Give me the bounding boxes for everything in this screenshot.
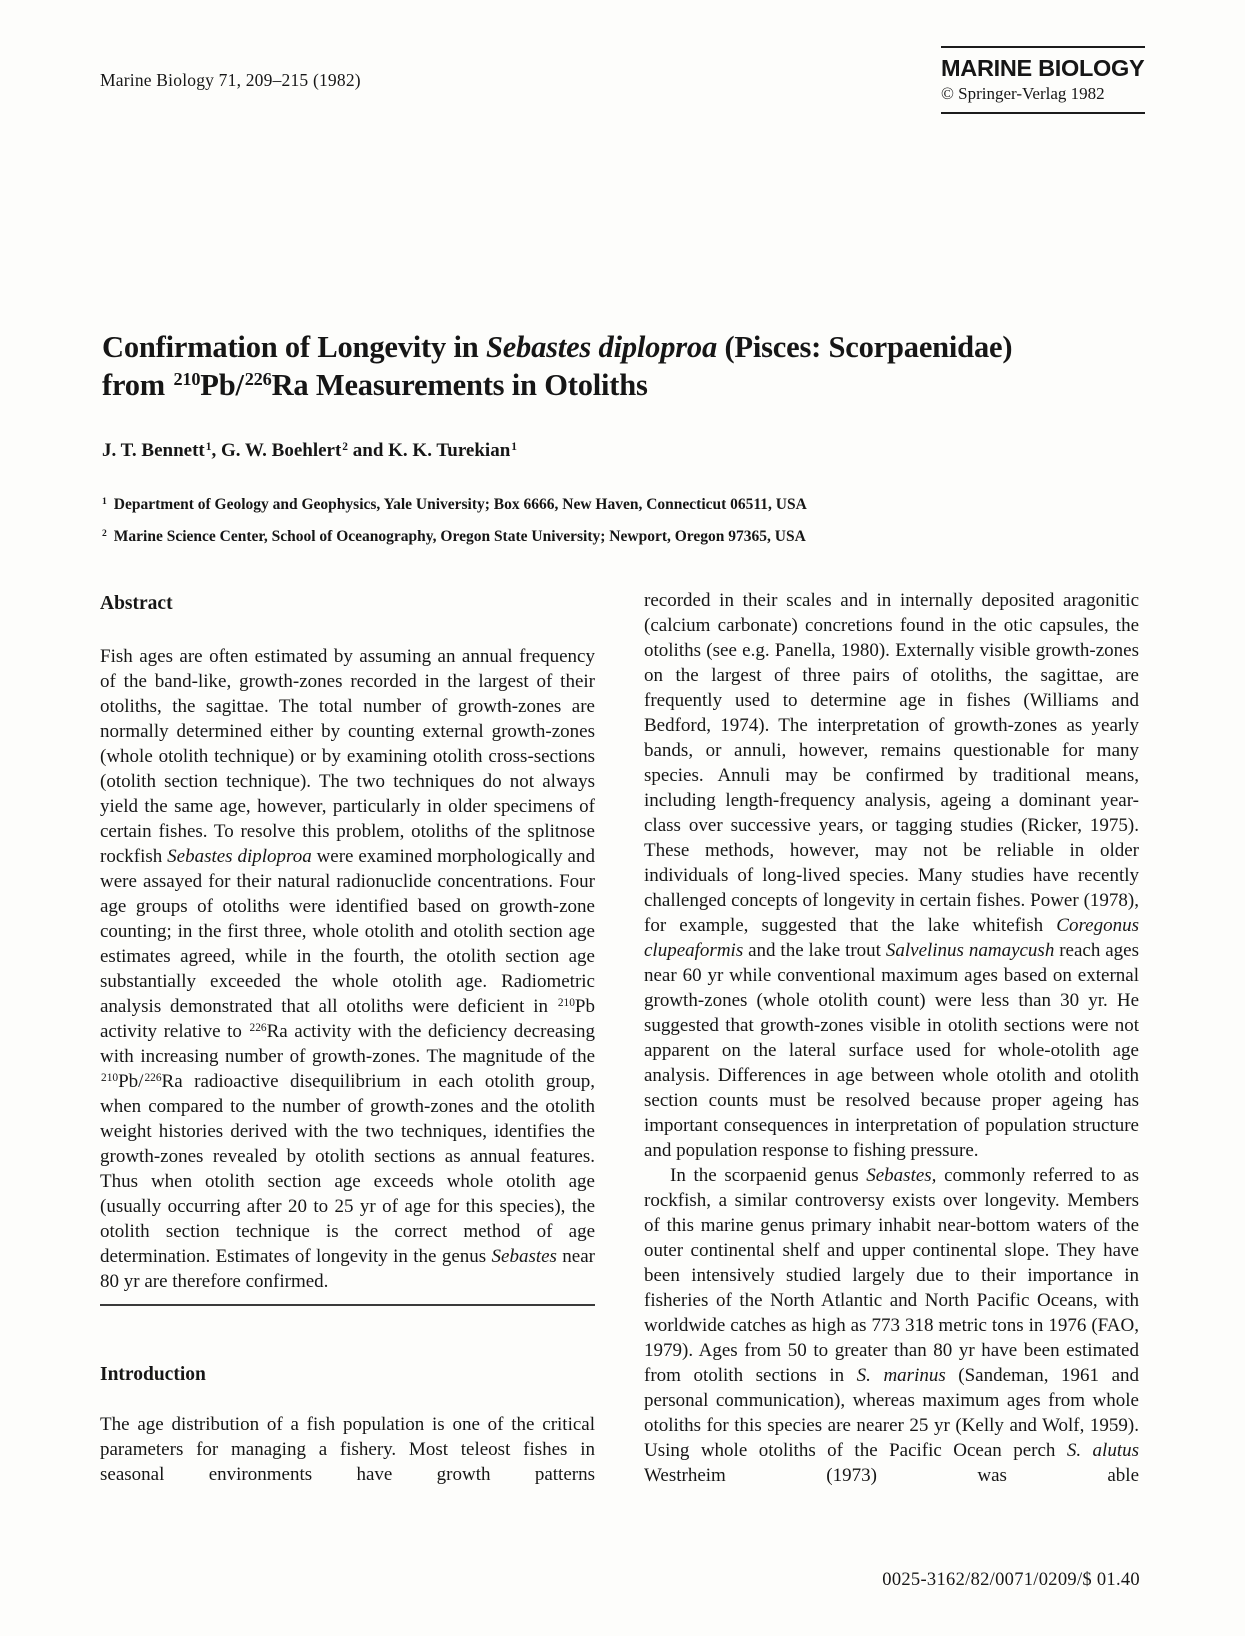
journal-logo	[941, 46, 1145, 114]
article-fee-code: 0025-3162/82/0071/0209/$ 01.40	[882, 1570, 1140, 1590]
authors-line: J. T. Bennett$^1$, G. W. Boehlert$^2$ and K. K. Turekian$^1$	[102, 440, 517, 461]
affiliation-2-text: Marine Science Center, School of Oceanography, Oregon State University; Newport, Oregon 97365, USA	[113, 528, 806, 545]
introduction-text: The age distribution of a fish population is one of the critical parameters for managing a fishery. Most teleost fishes in seasonal environments have growth patterns	[100, 1414, 595, 1485]
section-divider	[100, 1304, 595, 1306]
right-column	[644, 588, 1139, 1488]
right-column-paragraph-2: In the scorpaenid genus Sebastes, commonly referred to as rockfish, a similar controversy exists over longevity. Members of this marine genus primary inhabit near-bottom waters of the outer continental shelf and upper continental slope. They have been intensively studied largely due to their importance in fisheries of the North Atlantic and North Pacific Oceans, with worldwide catches as high as 773 318 metric tons in 1976 (FAO, 1979). Ages from 50 to greater than 80 yr have been estimated from otolith sections in S. marinus (Sandeman, 1961 and personal communication), whereas maximum ages from whole otoliths for this species are nearer 25 yr (Kelly and Wolf, 1959). Using whole otoliths of the Pacific Ocean perch S. alutus Westrheim (1973) was able	[644, 1165, 1140, 1486]
publisher-copyright: © Springer-Verlag 1982	[941, 84, 1105, 103]
logo-rule-bottom	[941, 112, 1145, 114]
body-columns	[100, 588, 1140, 1488]
journal-citation: Marine Biology 71, 209–215 (1982)	[100, 70, 361, 90]
logo-rule-top	[941, 46, 1145, 48]
right-column-paragraph-1: recorded in their scales and in internally deposited aragonitic (calcium carbonate) concretions found in the otic capsules, the otoliths (see e.g. Panella, 1980). Externally visible growth-zones on the largest of three pairs of otoliths, the sagittae, are frequently used to determine age in fishes (Williams and Bedford, 1974). The interpretation of growth-zones as yearly bands, or annuli, however, remains questionable for many species. Annuli may be confirmed by traditional means, including length-frequency analysis, ageing a dominant year-class over successive years, or tagging studies (Ricker, 1975). These methods, however, may not be reliable in older individuals of long-lived species. Many studies have recently challenged concepts of longevity in certain fishes. Power (1978), for example, suggested that the lake whitefish Coregonus clupeaformis and the lake trout Salvelinus namaycush reach ages near 60 yr while conventional maximum ages based on external growth-zones (whole otolith count) were less than 30 yr. He suggested that growth-zones visible in otolith sections were not apparent on the lateral surface used for whole-otolith age analysis. Differences in age between whole otolith and otolith section counts must be resolved because proper ageing has important consequences in interpretation of population structure and population response to fishing pressure.	[644, 590, 1139, 1161]
affiliation-1-text: Department of Geology and Geophysics, Yale University; Box 6666, New Haven, Connecticut 06511, USA	[113, 496, 807, 513]
journal-name: MARINE BIOLOGY	[941, 55, 1145, 81]
left-column	[100, 588, 595, 1488]
affiliation-2	[102, 522, 807, 554]
introduction-heading: Introduction	[100, 1364, 206, 1385]
affiliation-1	[102, 490, 807, 522]
affiliation-2-marker: 2	[102, 528, 107, 540]
article-title: Confirmation of Longevity in Sebastes diploproa (Pisces: Scorpaenidae) from $^{210}$Pb/$^{226}$Ra Measurements in Otoliths	[102, 330, 1013, 402]
affiliations	[102, 490, 807, 554]
abstract-heading: Abstract	[100, 593, 173, 614]
affiliation-1-marker: 1	[102, 496, 107, 508]
abstract-text: Fish ages are often estimated by assuming an annual frequency of the band-like, growth-zones recorded in the largest of their otoliths, the sagittae. The total number of growth-zones are normally determined either by counting external growth-zones (whole otolith technique) or by examining otolith cross-sections (otolith section technique). The two techniques do not always yield the same age, however, particularly in older specimens of certain fishes. To resolve this problem, otoliths of the splitnose rockfish Sebastes diploproa were examined morphologically and were assayed for their natural radionuclide concentrations. Four age groups of otoliths were identified based on growth-zone counting; in the first three, whole otolith and otolith section age estimates agreed, while in the fourth, the otolith section age substantially exceeded the whole otolith age. Radiometric analysis demonstrated that all otoliths were deficient in $^{210}$Pb activity relative to $^{226}$Ra activity with the deficiency decreasing with increasing number of growth-zones. The magnitude of the $^{210}$Pb/$^{226}$Ra radioactive disequilibrium in each otolith group, when compared to the number of growth-zones and the otolith weight histories derived with the two techniques, identifies the growth-zones revealed by otolith sections as annual features. Thus when otolith section age exceeds whole otolith age (usually occurring after 20 to 25 yr of age for this species), the otolith section technique is the correct method of age determination. Estimates of longevity in the genus Sebastes near 80 yr are therefore confirmed.	[100, 646, 595, 1292]
